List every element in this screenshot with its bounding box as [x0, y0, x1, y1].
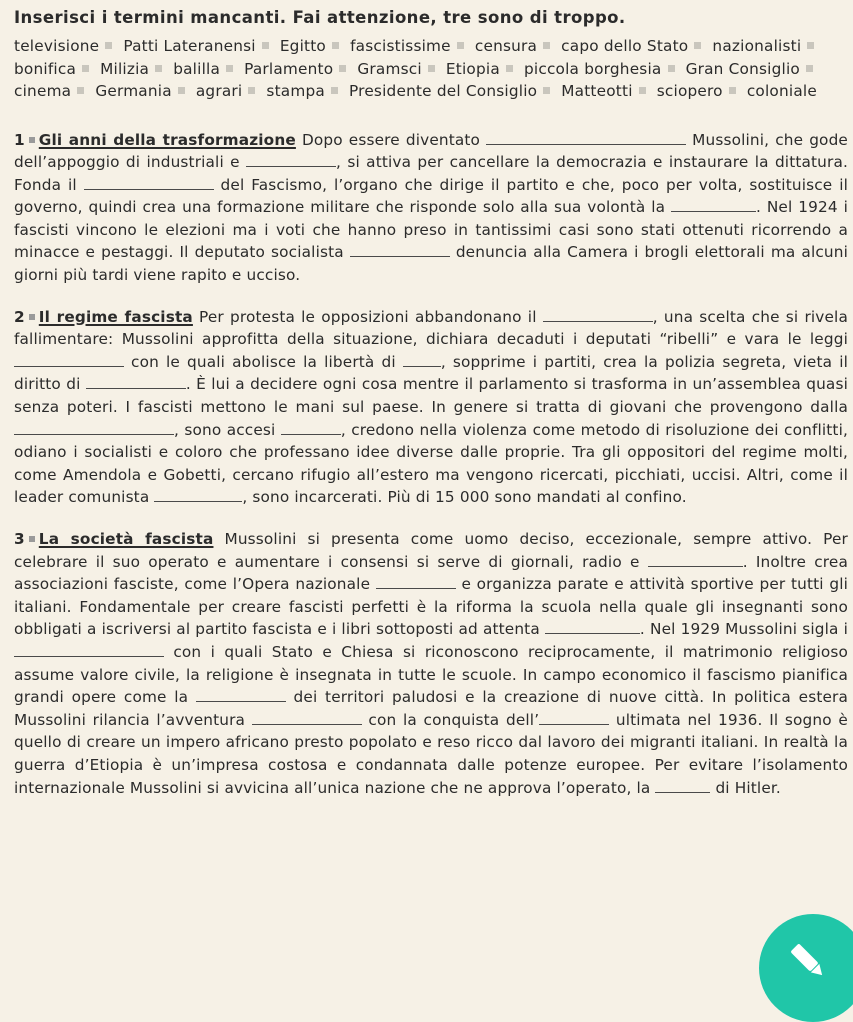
section-text: , sono accesi — [174, 420, 281, 439]
separator-square — [428, 65, 435, 72]
word-bank-term: Milizia — [100, 59, 150, 78]
blank-field[interactable] — [246, 152, 336, 167]
blank-field[interactable] — [403, 352, 441, 367]
blank-field[interactable] — [545, 619, 640, 634]
section-text: , credono nella violenza come metodo di risoluzione dei conflitti, odiano i socialisti e coloro che professano idee diverse dalle proprie. Tra gli oppositori del regime molti, come Amendola e Gobetti, cercano rifugio all’estero ma vengono ricercati, picchiati, uccisi. Altri, come il leader comunista — [14, 420, 848, 507]
word-bank-term: Gramsci — [357, 59, 422, 78]
separator-square — [729, 87, 736, 94]
section-text: del Fascismo, l’organo che dirige il partito e che, poco per volta, sostituisce il governo, quindi crea una formazione militare che risponde solo alla sua volontà la — [14, 175, 849, 217]
blank-field[interactable] — [539, 710, 609, 725]
word-bank — [14, 35, 848, 103]
edit-button[interactable] — [759, 914, 853, 1022]
blank-field[interactable] — [376, 574, 456, 589]
blank-field[interactable] — [655, 778, 710, 793]
instruction: Inserisci i termini mancanti. Fai attenzione, tre sono di troppo. — [14, 8, 626, 27]
section-title: Gli anni della trasformazione — [38, 130, 296, 149]
blank-field[interactable] — [14, 420, 174, 435]
word-bank-term: agrari — [195, 82, 243, 100]
separator-square — [806, 65, 813, 72]
blank-field[interactable] — [84, 175, 214, 190]
section-text: con i quali Stato e Chiesa si riconoscono reciprocamente, il matrimonio religioso assume valore civile, la religione è insegnata in tutte le scuole. In campo economico il fascismo pianifica grandi opere come la — [14, 642, 848, 707]
section-title: Il regime fascista — [38, 307, 193, 326]
separator-square — [506, 65, 513, 72]
separator-square — [668, 65, 675, 72]
section-text: Dopo essere diventato — [295, 130, 487, 149]
separator-square — [105, 42, 112, 49]
separator-square — [639, 87, 646, 94]
separator-square — [807, 42, 814, 49]
word-bank-term: piccola borghesia — [523, 59, 662, 78]
blank-field[interactable] — [486, 130, 686, 145]
section-text: con la conquista dell’ — [361, 710, 540, 729]
word-bank-term: nazionalisti — [712, 37, 802, 55]
separator-square — [332, 42, 339, 49]
section-number-square — [29, 137, 35, 143]
separator-square — [694, 42, 701, 49]
word-bank-term: sciopero — [656, 82, 723, 100]
section-text: ultimata nel 1936. Il sogno è quello di creare un impero africano presto popolato e reso ricco dal lavoro dei migranti italiani. In realtà la guerra d’Etiopia è un’impresa costosa e condannata dalle potenze europee. Per evitare l’isolamento internazionale Mussolini si avvicina all’unica nazione che ne approva l’operato, la — [14, 710, 848, 797]
section-text: . È lui a decidere ogni cosa mentre il parlamento si trasforma in un’assemblea quasi senza poteri. I fascisti mettono le mani sul paese. In genere si tratta di giovani che provengono dalla — [14, 375, 848, 417]
word-bank-term: bonifica — [14, 59, 77, 78]
word-bank-term: fascistissime — [350, 37, 451, 55]
separator-square — [262, 42, 269, 49]
blank-field[interactable] — [14, 352, 124, 367]
section-text: , una scelta che si rivela fallimentare: Mussolini approfitta della situazione, dichiara decaduti i deputati “ribelli” e vara le leggi — [14, 307, 848, 349]
section-number: 2 — [14, 307, 25, 326]
section-text: Mussolini, che gode dell’appoggio di industriali e — [14, 130, 848, 172]
word-bank-term: stampa — [266, 82, 325, 100]
word-bank-term: censura — [474, 37, 538, 55]
separator-square — [331, 87, 338, 94]
separator-square — [457, 42, 464, 49]
word-bank-term: coloniale — [746, 82, 817, 100]
word-bank-term: Etiopia — [445, 59, 500, 78]
separator-square — [339, 65, 346, 72]
blank-field[interactable] — [543, 307, 653, 322]
section-text: Mussolini si presenta come uomo deciso, eccezionale, sempre attivo. Per celebrare il suo operato e aumentare i consensi si serve di giornali, radio e — [14, 530, 849, 571]
section-paragraph — [14, 129, 848, 287]
section-title: La società fascista — [38, 530, 214, 548]
blank-field[interactable] — [252, 710, 362, 725]
section-text: . Nel 1924 i fascisti vincono le elezioni ma i voti che hanno preso in tantissimi casi sono stati ottenuti ricorrendo a minacce e pestaggi. Il deputato socialista — [14, 198, 848, 262]
word-bank-term: Parlamento — [244, 59, 334, 78]
word-bank-term: cinema — [14, 82, 72, 100]
blank-field[interactable] — [196, 687, 286, 702]
separator-square — [226, 65, 233, 72]
section-number-square — [29, 314, 35, 320]
section-text: , si attiva per cancellare la democrazia e instaurare la dittatura. Fonda il — [14, 153, 848, 194]
section-number: 3 — [14, 530, 25, 548]
section-text: dei territori paludosi e la creazione di nuove città. In politica estera Mussolini rilancia l’avventura — [14, 688, 848, 729]
word-bank-term: Germania — [95, 82, 172, 100]
blank-field[interactable] — [86, 374, 186, 389]
separator-square — [543, 42, 550, 49]
pencil-icon — [785, 938, 831, 984]
section-number: 1 — [14, 130, 25, 149]
blank-field[interactable] — [350, 242, 450, 257]
section-text: , sopprime i partiti, crea la polizia segreta, vieta il diritto di — [14, 352, 848, 394]
section-text: e organizza parate e attività sportive per tutti gli italiani. Fondamentale per creare fascisti perfetti è la riforma la scuola nella quale gli insegnanti sono obbligati a iscriversi al partito fascista e i libri sottoposti ad attenta — [14, 575, 848, 639]
word-bank-term: Matteotti — [561, 82, 633, 100]
separator-square — [82, 65, 89, 72]
section-text: Per protesta le opposizioni abbandonano il — [192, 307, 543, 326]
section-paragraph — [14, 306, 848, 509]
exercise-text — [14, 129, 848, 800]
separator-square — [77, 87, 84, 94]
section-number-square — [29, 536, 35, 542]
section-text: con le quali abolisce la libertà di — [124, 352, 403, 371]
section-text: di Hitler. — [710, 778, 781, 797]
separator-square — [178, 87, 185, 94]
section-text: . Inoltre crea associazioni fasciste, come l’Opera nazionale — [14, 552, 848, 594]
section-text: , sono incarcerati. Più di 15 000 sono mandati al confino. — [242, 488, 687, 507]
separator-square — [155, 65, 162, 72]
blank-field[interactable] — [14, 642, 164, 657]
exercise-page — [14, 8, 848, 818]
blank-field[interactable] — [154, 487, 242, 502]
word-bank-term: Patti Lateranensi — [123, 37, 256, 55]
blank-field[interactable] — [281, 420, 341, 435]
word-bank-term: capo dello Stato — [561, 37, 689, 55]
section-paragraph — [14, 528, 848, 799]
word-bank-term: Presidente del Consiglio — [349, 82, 538, 100]
separator-square — [248, 87, 255, 94]
separator-square — [543, 87, 550, 94]
blank-field[interactable] — [671, 197, 756, 212]
section-text: denuncia alla Camera i brogli elettorali ma alcuni giorni più tardi viene rapito e ucciso. — [14, 243, 848, 285]
section-text: . Nel 1929 Mussolini sigla i — [639, 620, 848, 639]
word-bank-term: Gran Consiglio — [685, 59, 800, 78]
word-bank-term: Egitto — [279, 37, 326, 55]
word-bank-term: balilla — [173, 59, 221, 78]
word-bank-term: televisione — [14, 37, 100, 55]
blank-field[interactable] — [648, 552, 743, 567]
